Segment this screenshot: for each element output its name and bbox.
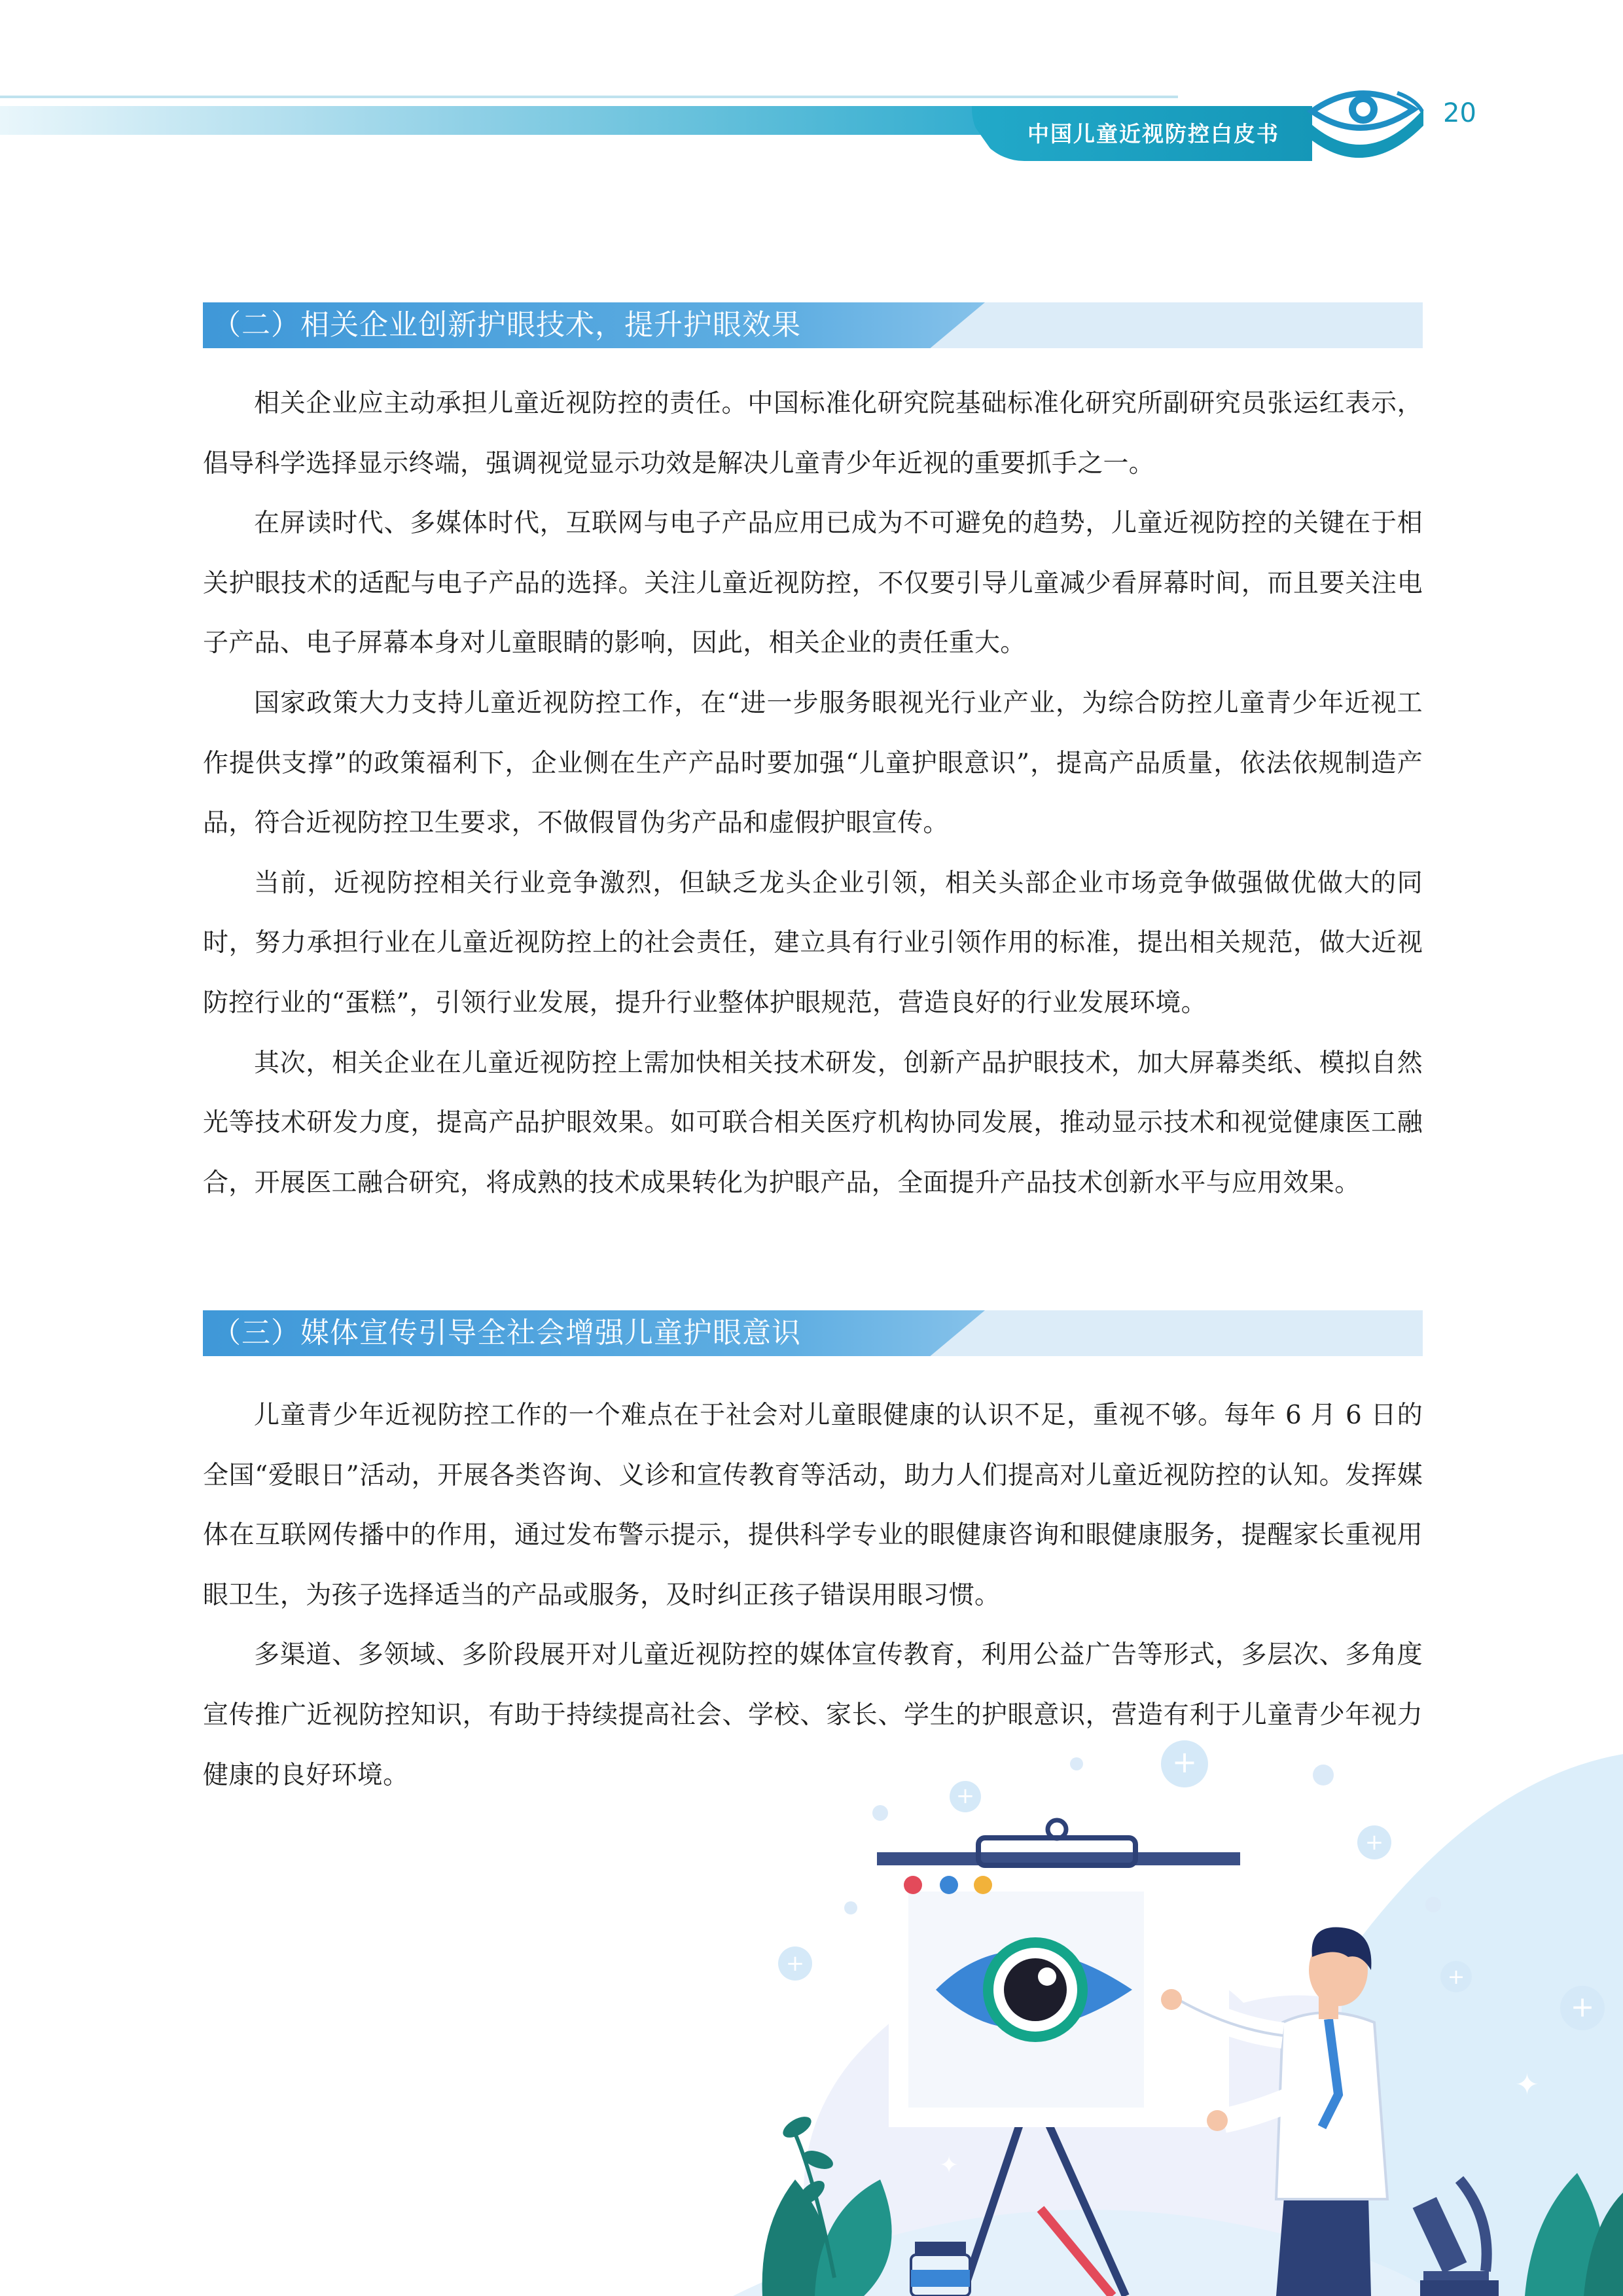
paragraph: 多渠道、多领域、多阶段展开对儿童近视防控的媒体宣传教育，利用公益广告等形式，多层次、多角度宣传推广近视防控知识，有助于持续提高社会、学校、家长、学生的护眼意识，营造有利于儿童青少年视力健康的良好环境。 — [203, 1640, 1423, 1790]
paragraph: 当前，近视防控相关行业竞争激烈，但缺乏龙头企业引领，相关头部企业市场竞争做强做优做大的同时，努力承担行业在儿童近视防控上的社会责任，建立具有行业引领作用的标准，提出相关规范，做大近视防控行业的“蛋糕”，引领行业发展，提升行业整体护眼规范，营造良好的行业发展环境。 — [203, 868, 1423, 1018]
svg-text:✦: ✦ — [1515, 2068, 1539, 2102]
header-title: 中国儿童近视防控白皮书 — [1027, 121, 1279, 147]
page-number: 20 — [1443, 98, 1476, 128]
section-title: （二）相关企业创新护眼技术，提升护眼效果 — [212, 308, 801, 342]
svg-text:+: + — [1171, 1744, 1198, 1780]
svg-text:+: + — [1447, 1964, 1465, 1989]
eye-care-illustration — [733, 1715, 1623, 2296]
paragraph: 其次，相关企业在儿童近视防控上需加快相关技术研发，创新产品护眼技术，加大屏幕类纸、模拟自然光等技术研发力度，提高产品护眼效果。如可联合相关医疗机构协同发展，推动显示技术和视觉健康医工融合，开展医工融合研究，将成熟的技术成果转化为护眼产品，全面提升产品技术创新水平与应用效果。 — [203, 1048, 1423, 1198]
svg-text:+: + — [955, 1783, 975, 1809]
paragraph: 国家政策大力支持儿童近视防控工作，在“进一步服务眼视光行业产业，为综合防控儿童青少年近视工作提供支撑”的政策福利下，企业侧在生产产品时要加强“儿童护眼意识”，提高产品质量，依法依规制造产品，符合近视防控卫生要求，不做假冒伪劣产品和虚假护眼宣传。 — [203, 688, 1423, 838]
paragraph: 儿童青少年近视防控工作的一个难点在于社会对儿童眼健康的认识不足，重视不够。每年 6 月 6 日的全国“爱眼日”活动，开展各类咨询、义诊和宣传教育等活动，助力人们提高对儿童近视防控的认知。发挥媒体在互联网传播中的作用，通过发布警示提示，提供科学专业的眼健康咨询和眼健康服务，提醒家长重视用眼卫生，为孩子选择适当的产品或服务，及时纠正孩子错误用眼习惯。 — [203, 1401, 1423, 1610]
header-rule — [0, 96, 1178, 98]
svg-text:✦: ✦ — [939, 2152, 959, 2179]
eye-logo-icon — [1299, 80, 1430, 165]
svg-text:+: + — [785, 1950, 805, 1977]
paragraph: 相关企业应主动承担儿童近视防控的责任。中国标准化研究院基础标准化研究所副研究员张运红表示，倡导科学选择显示终端，强调视觉显示功效是解决儿童青少年近视的重要抓手之一。 — [203, 389, 1423, 478]
svg-text:✦: ✦ — [1270, 1892, 1296, 1929]
svg-text:✦: ✦ — [834, 2025, 857, 2055]
header-gradient-bar — [0, 106, 1047, 135]
section-body — [203, 374, 1423, 1213]
svg-text:+: + — [1570, 1990, 1595, 2024]
paragraph: 在屏读时代、多媒体时代，互联网与电子产品应用已成为不可避免的趋势，儿童近视防控的关键在于相关护眼技术的适配与电子产品的选择。关注儿童近视防控，不仅要引导儿童减少看屏幕时间，而且要关注电子产品、电子屏幕本身对儿童眼睛的影响，因此，相关企业的责任重大。 — [203, 509, 1423, 658]
section-title: （三）媒体宣传引导全社会增强儿童护眼意识 — [212, 1316, 801, 1350]
section-heading — [203, 1310, 1423, 1356]
section-heading — [203, 302, 1423, 348]
svg-text:+: + — [1364, 1829, 1384, 1856]
